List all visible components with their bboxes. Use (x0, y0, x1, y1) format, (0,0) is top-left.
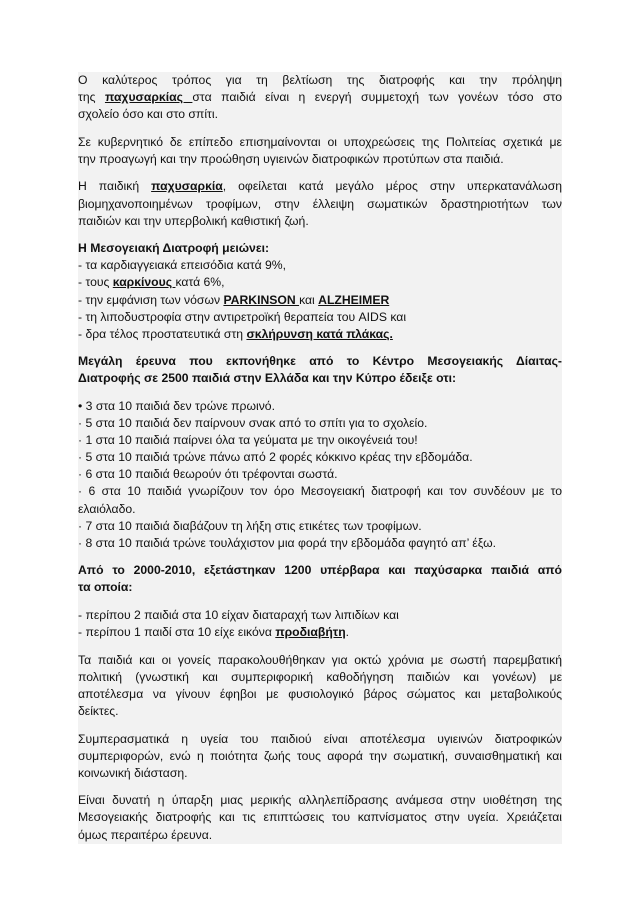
paragraph-causes (78, 178, 562, 229)
list-item: · 7 στα 10 παιδιά διαβάζουν τη λήξη στις ετικέτες των τροφίμων. (78, 518, 422, 533)
list-item: · 6 στα 10 παιδιά γνωρίζουν τον όρο Μεσογειακή διατροφή και τον συνδέουν με το (78, 484, 562, 499)
keyword-multiple-sclerosis: σκλήρυνση κατά πλάκας. (246, 326, 393, 341)
keyword-prediabetes: προδιαβήτη (275, 625, 346, 640)
paragraph-research (78, 353, 562, 387)
keyword-obesity: παχυσαρκία (151, 179, 223, 194)
text-line: Από το 2000-2010, εξετάστηκαν 1200 υπέρβαρα και παχύσαρκα παιδιά από (78, 563, 562, 578)
text-line: Η παιδική παχυσαρκία, οφείλεται κατά μεγάλο μέρος στην υπερκατανάλωση (78, 179, 562, 194)
list-item: - τα καρδιαγγειακά επεισόδια κατά 9%, (78, 258, 287, 273)
text-line: Σε κυβερνητικό δε επίπεδο επισημαίνονται οι υποχρεώσεις της Πολιτείας σχετικά με (78, 134, 562, 149)
paragraph-study-period (78, 562, 562, 596)
document-page (78, 72, 562, 844)
list-item: · 5 στα 10 παιδιά τρώνε πάνω από 2 φορές κόκκινο κρέας την εβδομάδα. (78, 450, 473, 465)
paragraph-study-results (78, 607, 562, 641)
text-line: Διατροφής σε 2500 παιδιά στην Ελλάδα και την Κύπρο έδειξε οτι: (78, 371, 457, 386)
list-item-continuation: ελαιόλαδο. (78, 501, 136, 516)
paragraph-smoking (78, 792, 562, 843)
list-item: • 3 στα 10 παιδιά δεν τρώνε πρωινό. (78, 399, 275, 413)
list-item: - περίπου 2 παιδιά στα 10 είχαν διαταραχή των λιπιδίων και (78, 608, 399, 623)
list-item: · 6 στα 10 παιδιά θεωρούν ότι τρέφονται σωστά. (78, 467, 338, 482)
list-item: · 8 στα 10 παιδιά τρώνε τουλάχιστον μια φορά την εβδομάδα φαγητό απ’ έξω. (78, 535, 497, 550)
list-item: · 5 στα 10 παιδιά δεν παίρνουν σνακ από το σπίτι για το σχολείο. (78, 416, 428, 431)
text-line: συμπεριφορών, ενώ η ποιότητα ζωής τους αφορά την σωματική, συναισθηματική και (78, 748, 562, 763)
list-item: - την εμφάνιση των νόσων PARKINSON και ALZHEIMER (78, 292, 390, 307)
text-line: Μεσογειακής διατροφής και τις επιπτώσεις του καπνίσματος στην υγεία. Χρειάζεται (78, 810, 562, 825)
list-item: · 1 στα 10 παιδιά παίρνει όλα τα γεύματα με την οικογένειά του! (78, 433, 418, 448)
text-line: Είναι δυνατή η ύπαρξη μιας μερικής αλληλεπίδρασης ανάμεσα στην υιοθέτηση της (78, 793, 562, 808)
keyword-cancer: καρκίνους (112, 275, 176, 290)
text-line: κοινωνική διάσταση. (78, 765, 188, 780)
text-line: όμως περαιτέρω έρευνα. (78, 827, 213, 842)
research-findings-list (78, 398, 562, 552)
paragraph-government (78, 134, 562, 168)
text-line: της παχυσαρκίας στα παιδιά είναι η ενεργή συμμετοχή των γονέων τόσο στο (78, 90, 562, 105)
text-line: Συμπερασματικά η υγεία του παιδιού είναι αποτέλεσμα υγιεινών διατροφικών (78, 731, 562, 746)
keyword-alzheimer: ALZHEIMER (318, 292, 390, 307)
paragraph-mediterranean-diet (78, 240, 562, 343)
paragraph-conclusion (78, 731, 562, 782)
list-item: - τους καρκίνους κατά 6%, (78, 275, 225, 290)
text-line: δείκτες. (78, 704, 119, 718)
text-line: Τα παιδιά και οι γονείς παρακολουθήθηκαν για οκτώ χρόνια με σωστή παρεμβατική (78, 652, 562, 667)
text-line: παιδιών και την υπερβολική καθιστική ζωή. (78, 213, 309, 228)
section-heading: Η Μεσογειακή Διατροφή μειώνει: (78, 241, 270, 256)
text-line: Ο καλύτερος τρόπος για τη βελτίωση της διατροφής και την πρόληψη (78, 73, 562, 87)
keyword-parkinson: PARKINSON (223, 292, 300, 307)
paragraph-intro (78, 72, 562, 123)
keyword-obesity: παχυσαρκίας (104, 90, 193, 105)
text-line: τα οποία: (78, 580, 133, 595)
list-item: - δρα τέλος προστατευτικά στη σκλήρυνση κατά πλάκας. (78, 326, 393, 341)
text-line: αποτέλεσμα να γίνουν έφηβοι με φυσιολογικό βάρος σώματος και μεταβολικούς (78, 686, 562, 701)
text-line: την προαγωγή και την προώθηση υγιεινών διατροφικών προτύπων στα παιδιά. (78, 151, 504, 166)
list-item: - περίπου 1 παιδί στα 10 είχε εικόνα προδιαβήτη. (78, 625, 350, 640)
text-line: βιομηχανοποιημένων τροφίμων, στην έλλειψη σωματικών δραστηριοτήτων των (78, 196, 562, 211)
text-line: σχολείο όσο και στο σπίτι. (78, 107, 218, 122)
text-line: Μεγάλη έρευνα που εκπονήθηκε από το Κέντρο Μεσογειακής Δίαιτας- (78, 354, 562, 369)
text-line: πολιτική (γνωστική και συμπεριφορική καθοδήγηση παιδιών και γονέων) με (78, 669, 562, 684)
paragraph-followup (78, 652, 562, 720)
list-item: - τη λιποδυστροφία στην αντιρετροϊκή θεραπεία του AIDS και (78, 309, 407, 324)
